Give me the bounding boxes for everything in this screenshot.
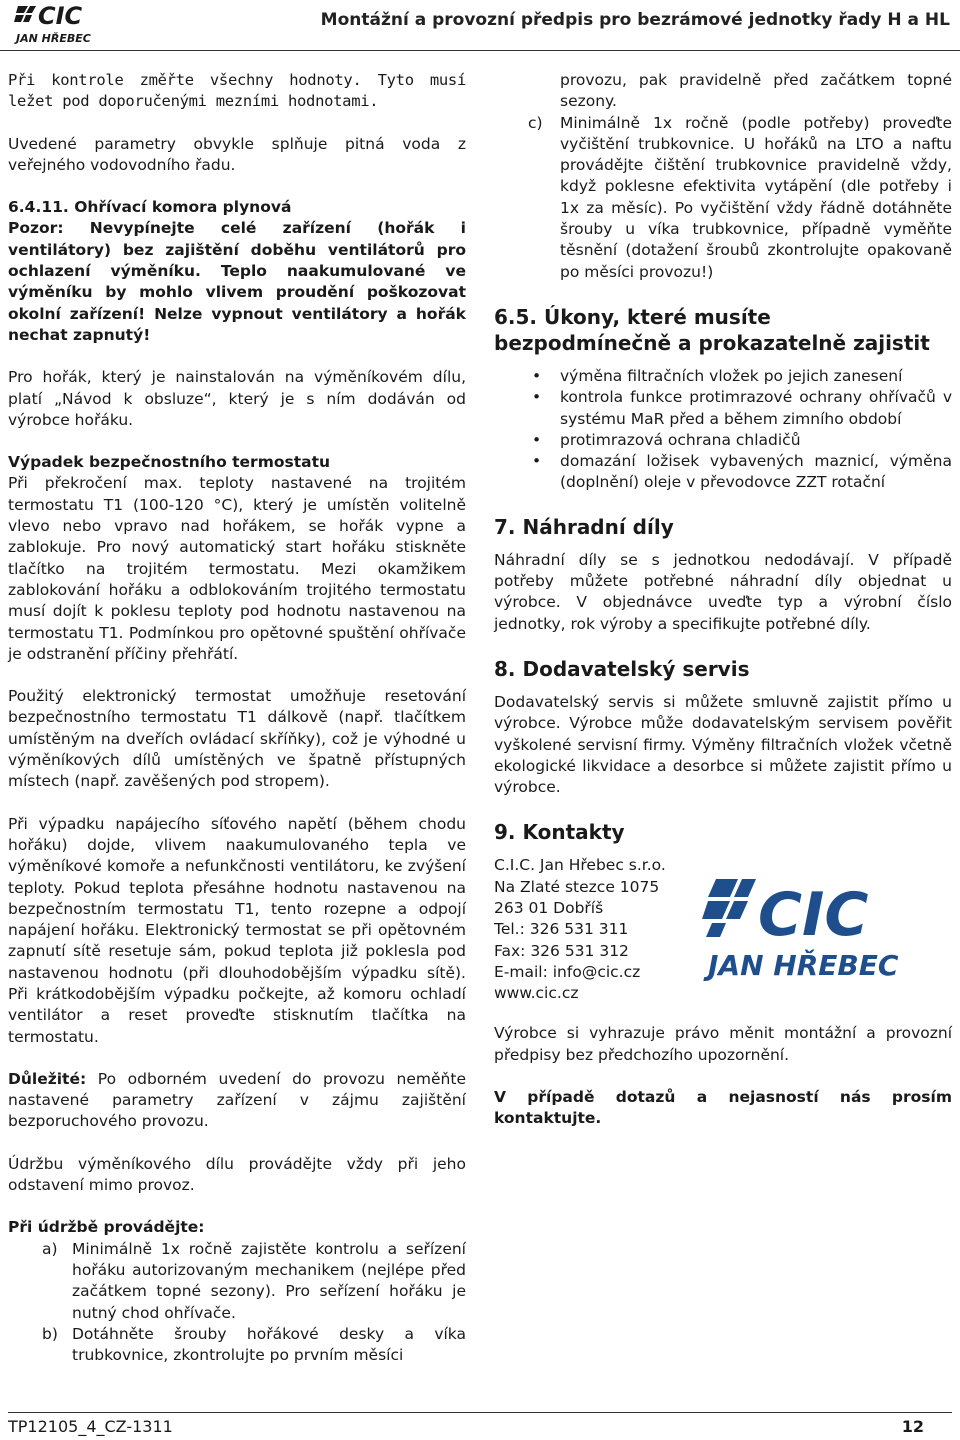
paragraph-reserve: Výrobce si vyhrazuje právo měnit montážní a provozní předpisy bez předchozího upozornění. [494, 1024, 952, 1064]
heading-6-5: 6.5. Úkony, které musíte bezpodmínečně a prokazatelně zajistit [494, 304, 930, 355]
contact-city: 263 01 Dobříš [494, 899, 604, 918]
bullet-icon: • [532, 388, 542, 407]
contact-phone: Tel.: 326 531 311 [494, 920, 629, 939]
maintenance-list [8, 1239, 466, 1367]
page-header [0, 0, 960, 51]
cic-logo [14, 2, 104, 46]
list-marker: b) [42, 1324, 58, 1343]
paragraph-maintenance: Údržbu výměníkového dílu provádějte vždy při jeho odstavení mimo provoz. [8, 1154, 466, 1195]
subheading-maintenance: Při údržbě provádějte: [8, 1218, 205, 1237]
list-item [494, 387, 952, 430]
left-column [8, 70, 466, 1366]
section-title-6-4-11: 6.4.11. Ohřívací komora plynová [8, 198, 292, 217]
contact-email[interactable]: E-mail: info@cic.cz [494, 962, 641, 981]
list-item [494, 366, 952, 387]
important-label: Důležité: [8, 1069, 87, 1088]
paragraph-contact-us: V případě dotazů a nejasností nás prosím kontaktujte. [494, 1088, 952, 1128]
paragraph-important [8, 1069, 466, 1133]
heading-9: 9. Kontakty [494, 820, 625, 845]
list-text: kontrola funkce protimrazové ochrany ohřívačů v systému MaR před a během zimního období [560, 388, 952, 428]
heading-8: 8. Dodavatelský servis [494, 656, 750, 681]
list-marker: a) [42, 1239, 58, 1258]
paragraph-power-failure: Při výpadku napájecího síťového napětí (během chodu hořáku) dojde, vlivem naakumulovaného tepla ve výměníkové komoře a nefunkčnosti ventilátoru, ke zvýšení teploty. Pokud teplota přesáhne hodnotu nastavenou na bezpečnostním termostatu T1, tento rozepne a odpojí napájení hořáku. Elektronický termostat se při opětovném zapnutí sítě resetuje sám, pokud teplota již poklesla pod nastavenou hodnotu (při dlouhodobějším výpadku sítě). Při krátkodobějším výpadku počkejte, až komoru ochladí ventilátor a reset proveďte stisknutím tlačítka na termostatu. [8, 814, 466, 1046]
paragraph-burner-manual: Pro hořák, který je nainstalován na výměníkovém dílu, platí „Návod k obsluze“, který je s ním dodáván od výrobce hořáku. [8, 368, 466, 429]
warning-paragraph: Pozor: Nevypínejte celé zařízení (hořák i ventilátory) bez zajištění doběhu ventilátorů pro ochlazení výměníku. Teplo naakumulované ve výměníku by mohlo vlivem proudění poškozovat okolní zařízení! Nelze vypnout ventilátory a hořák nechat zapnutý! [8, 219, 466, 344]
paragraph-measure: Při kontrole změřte všechny hodnoty. Tyto musí ležet pod doporučenými mezními hodnotami. [8, 71, 466, 111]
list-item [494, 430, 952, 451]
contact-street: Na Zlaté stezce 1075 [494, 877, 660, 896]
contact-web[interactable]: www.cic.cz [494, 984, 579, 1003]
list-item [8, 1324, 466, 1367]
page-footer [8, 1412, 952, 1437]
svg-text:CIC: CIC [38, 2, 83, 30]
bullet-icon: • [532, 452, 542, 471]
list-text: výměna filtračních vložek po jejich zanesení [560, 366, 903, 385]
right-column [494, 70, 952, 1151]
cic-brand-logo [702, 875, 917, 985]
svg-text:CIC: CIC [758, 880, 869, 951]
list-item [8, 1239, 466, 1324]
contact-company: C.I.C. Jan Hřebec s.r.o. [494, 856, 666, 875]
list-text: Minimálně 1x ročně zajistěte kontrolu a seřízení hořáku autorizovaným mechanikem (nejlépe před začátkem topné sezony). Pro seřízení hořáku je nutný chod ohřívače. [72, 1239, 466, 1322]
list-continuation [494, 70, 952, 113]
list-text: provozu, pak pravidelně před začátkem topné sezony. [560, 71, 952, 111]
document-title: Montážní a provozní předpis pro bezrámové jednotky řady H a HL [320, 10, 950, 30]
svg-text:JAN HŘEBEC: JAN HŘEBEC [708, 949, 899, 983]
paragraph-service: Dodavatelský servis si můžete smluvně zajistit přímo u výrobce. Výrobce může dodavatelským servisem pověřit vyškolené servisní firmy. Výměny filtračních vložek včetně ekologické likvidace a desorbce si můžete zajistit přímo u výrobce. [494, 692, 952, 797]
paragraph-water: Uvedené parametry obvykle splňuje pitná voda z veřejného vodovodního řadu. [8, 134, 466, 174]
paragraph-spare-parts: Náhradní díly se s jednotkou nedodávají. V případě potřeby můžete potřebné náhradní díly objednat u výrobce. V objednávce uveďte typ a výrobní číslo jednotky, rok výroby a specifikujte potřebné díly. [494, 550, 952, 633]
required-tasks-list [494, 366, 952, 494]
list-text: Minimálně 1x ročně (podle potřeby) proveďte vyčištění trubkovnice. U hořáků na LTO a naftu provádějte čištění trubkovnice pravidelně vždy, když poklesne efektivita vytápění (dle potřeby i 1x za měsíc). Po vyčištění vždy řádně dotáhněte šrouby u víka trubkovnice, případně vyměňte těsnění (dotažení šroubů zkontrolujte opakovaně po měsíci provozu!) [560, 113, 952, 281]
list-text: protimrazová ochrana chladičů [560, 430, 801, 449]
list-text: Dotáhněte šrouby hořákové desky a víka trubkovnice, zkontrolujte po prvním měsíci [72, 1324, 466, 1365]
list-item [494, 113, 952, 283]
list-item [494, 451, 952, 494]
bullet-icon: • [532, 366, 542, 385]
bullet-icon: • [532, 430, 542, 449]
svg-text:JAN HŘEBEC: JAN HŘEBEC [16, 32, 91, 45]
paragraph-electronic-thermostat: Použitý elektronický termostat umožňuje resetování bezpečnostního termostatu T1 dálkově (např. tlačítkem umístěným na dveřích ovládací skříňky), což je výhodné u výměníkových dílů umístěných ve špatně přístupných místech (např. zavěšených pod stropem). [8, 687, 466, 791]
page-number: 12 [901, 1417, 924, 1436]
paragraph-thermostat: Při překročení max. teploty nastavené na trojitém termostatu T1 (100-120 °C), který je umístěn volitelně vlevo nebo vpravo nad hořákem, se hořák vypne a zablokuje. Pro nový automatický start hořáku stiskněte tlačítko na trojitém termostatu. Mezi okamžikem zablokování hořáku a odblokováním trojitého termostatu musí dojít k poklesu teploty pod hodnotu nastavenou na termostatu T1. Podmínkou pro opětovné spuštění ohřívače je odstranění příčiny přehřátí. [8, 474, 466, 663]
important-text: Po odborném uvedení do provozu neměňte nastavené parametry zařízení v zájmu zajištění bezporuchového provozu. [8, 1069, 466, 1131]
document-code: TP12105_4_CZ-1311 [8, 1417, 173, 1436]
list-marker: c) [528, 113, 543, 132]
heading-7: 7. Náhradní díly [494, 514, 674, 539]
subheading-thermostat: Výpadek bezpečnostního termostatu [8, 453, 331, 472]
list-text: domazání ložisek vybavených maznicí, výměna (doplnění) oleje v převodovce ZZT rotační [560, 452, 952, 492]
contact-fax: Fax: 326 531 312 [494, 941, 629, 960]
contact-block [494, 855, 952, 1005]
